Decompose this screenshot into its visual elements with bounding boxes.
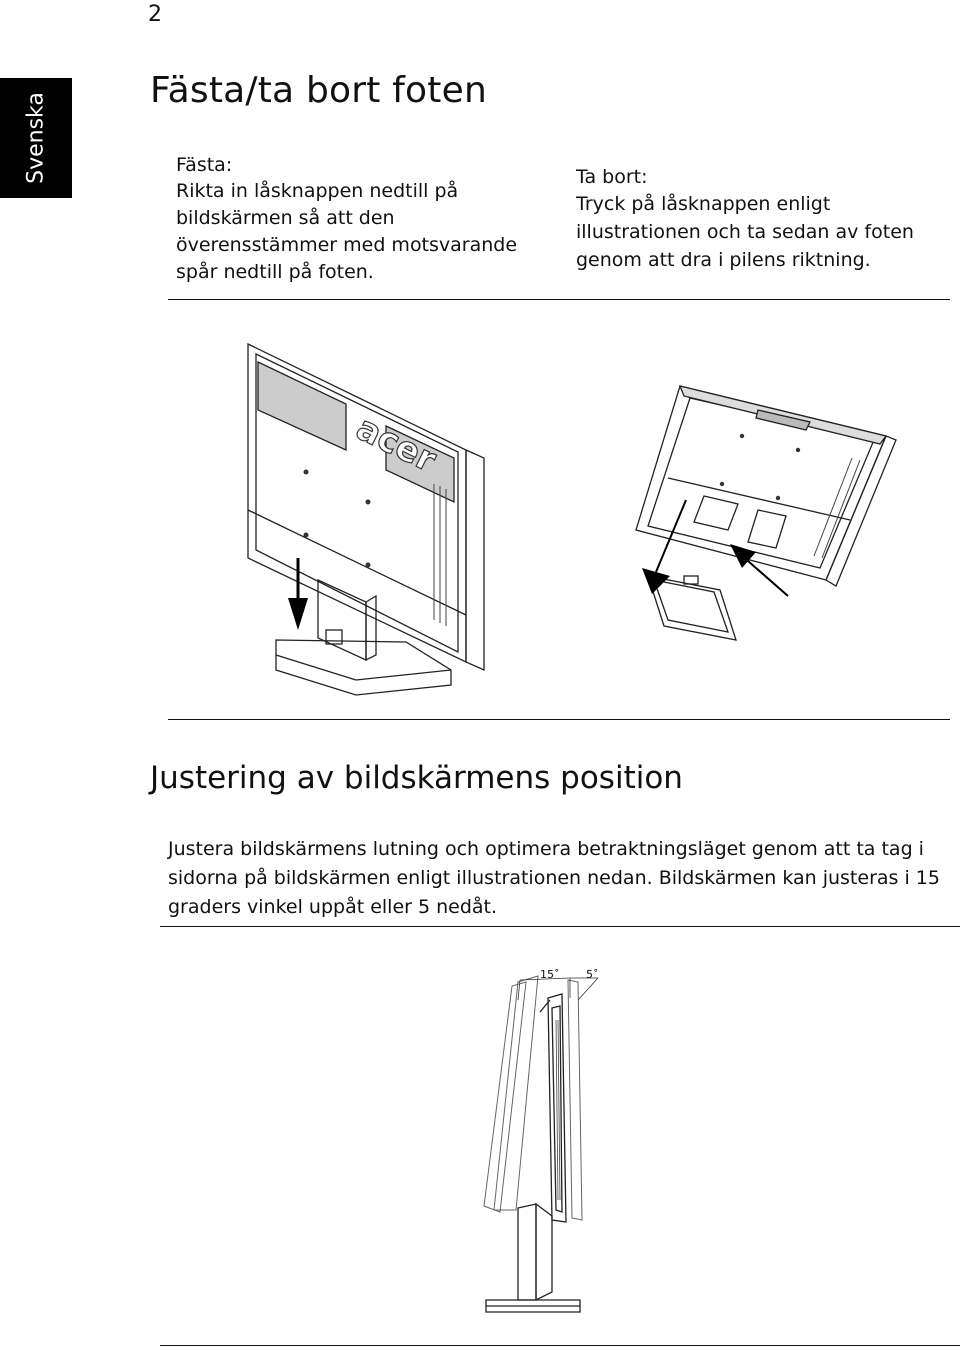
adjust-section-title: Justering av bildskärmens position [150, 760, 683, 796]
press-arrow-icon [730, 544, 788, 596]
attach-heading: Fästa: [176, 154, 233, 176]
language-tab-label: Svenska [23, 92, 49, 184]
divider-rule [168, 719, 950, 720]
adjust-text: Justera bildskärmens lutning och optimera betraktningsläget genom att ta tag i sidorna på bildskärmen enligt illustrationen nedan. Bildskärmen kan justeras i 15 graders vinkel uppåt eller 5 nedåt. [168, 838, 940, 918]
down-arrow-icon [288, 558, 308, 630]
attach-text: Rikta in låsknappen nedtill på bildskärmen så att den överensstämmer med motsvarande spår nedtill på foten. [176, 180, 518, 283]
divider-rule [160, 926, 960, 927]
acer-logo-text: acer [350, 408, 443, 481]
page-number: 2 [148, 2, 162, 27]
divider-rule [168, 299, 950, 300]
remove-instructions [576, 166, 956, 274]
remove-stand-illustration [628, 380, 948, 650]
attach-stand-illustration [236, 340, 496, 700]
divider-rule [160, 1345, 960, 1346]
pull-arrow-icon [642, 500, 686, 594]
attach-instructions [176, 154, 556, 286]
tilt-forward-label: 5˚ [586, 968, 599, 981]
section-title: Fästa/ta bort foten [150, 70, 487, 111]
language-side-tab [0, 78, 72, 198]
remove-heading: Ta bort: [576, 166, 648, 188]
tilt-angle-illustration [470, 960, 630, 1330]
remove-text: Tryck på låsknappen enligt illustrationen och ta sedan av foten genom att dra i pilens riktning. [576, 193, 914, 271]
tilt-back-label: 15˚ [540, 968, 560, 981]
